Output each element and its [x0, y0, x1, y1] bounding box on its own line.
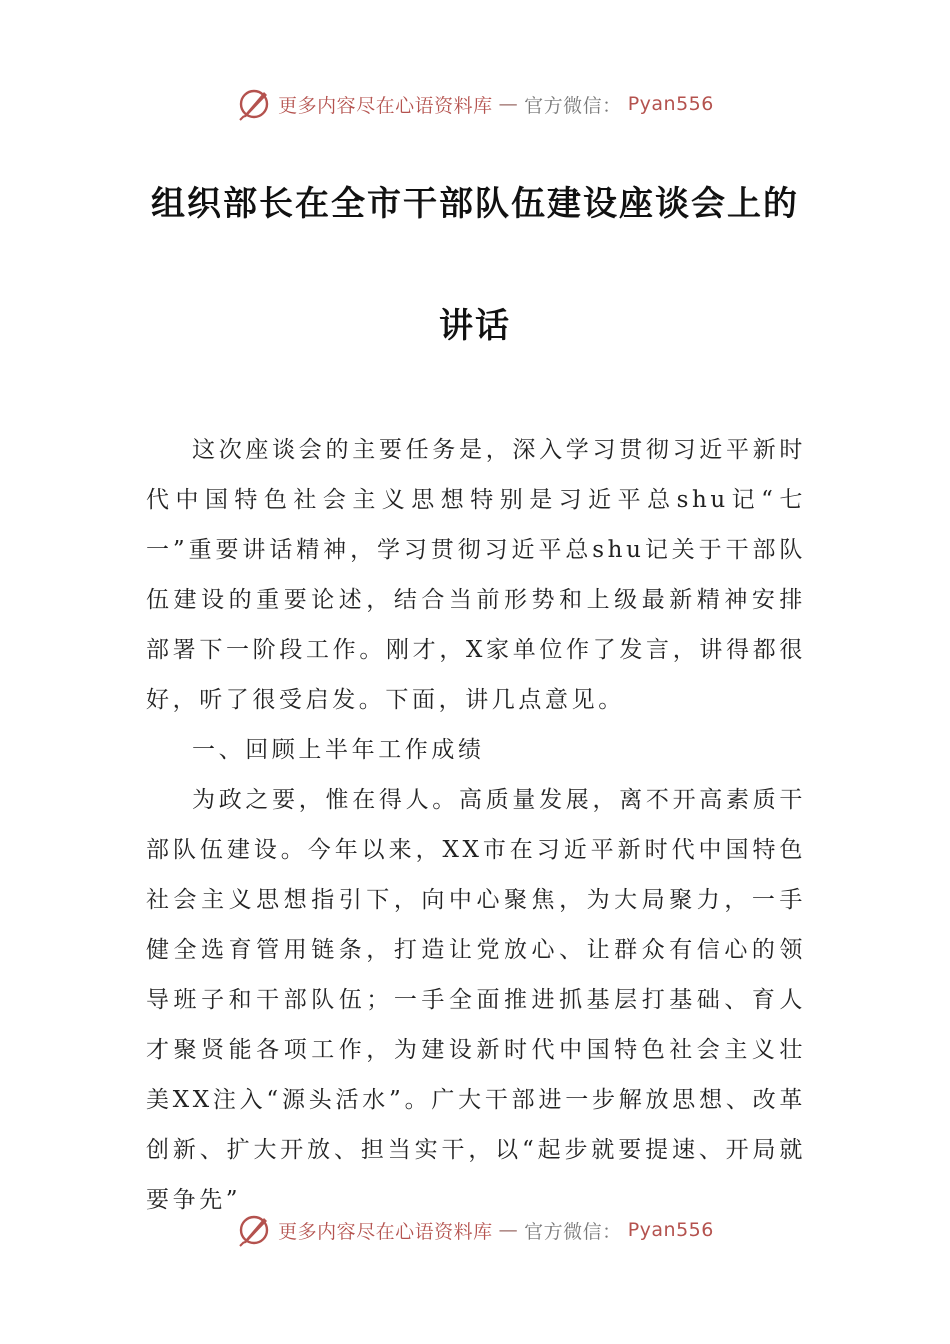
document-title-line-2: 讲话: [439, 306, 511, 346]
document-body: [146, 425, 806, 1225]
banner-slogan: 更多内容尽在心语资料库: [278, 94, 493, 117]
banner-slogan: 更多内容尽在心语资料库: [278, 1220, 493, 1243]
document-title-line-1: 组织部长在全市干部队伍建设座谈会上的: [151, 184, 799, 224]
paragraph-intro: 这次座谈会的主要任务是，深入学习贯彻习近平新时代中国特色社会主义思想特别是习近平总shu记“七一”重要讲话精神，学习贯彻习近平总shu记关于干部队伍建设的重要论述，结合当前形势和上级最新精神安排部署下一阶段工作。刚才，X家单位作了发言，讲得都很好，听了很受启发。下面，讲几点意见。: [146, 437, 806, 713]
paragraph-section-1: 为政之要，惟在得人。高质量发展，离不开高素质干部队伍建设。今年以来，XX市在习近平新时代中国特色社会主义思想指引下，向中心聚焦，为大局聚力，一手健全选育管用链条，打造让党放心、让群众有信心的领导班子和干部队伍；一手全面推进抓基层打基础、育人才聚贤能各项工作，为建设新时代中国特色社会主义壮美XX注入“源头活水”。广大干部进一步解放思想、改革创新、扩大开放、担当实干，以“起步就要提速、开局就要争先”: [146, 787, 806, 1213]
banner-wechat-id: Pyan556: [627, 1219, 714, 1241]
banner-dash: —: [498, 1219, 519, 1241]
footer-watermark-banner: [0, 1210, 950, 1250]
banner-wechat-label: 官方微信：: [524, 94, 622, 117]
banner-wechat-label: 官方微信：: [524, 1220, 622, 1243]
quill-pen-circle-icon: [236, 86, 272, 122]
banner-dash: —: [498, 93, 519, 115]
header-watermark-banner: [0, 84, 950, 124]
banner-wechat-id: Pyan556: [627, 93, 714, 115]
section-heading-1: 一、回顾上半年工作成绩: [192, 737, 485, 763]
quill-pen-circle-icon: [236, 1212, 272, 1248]
